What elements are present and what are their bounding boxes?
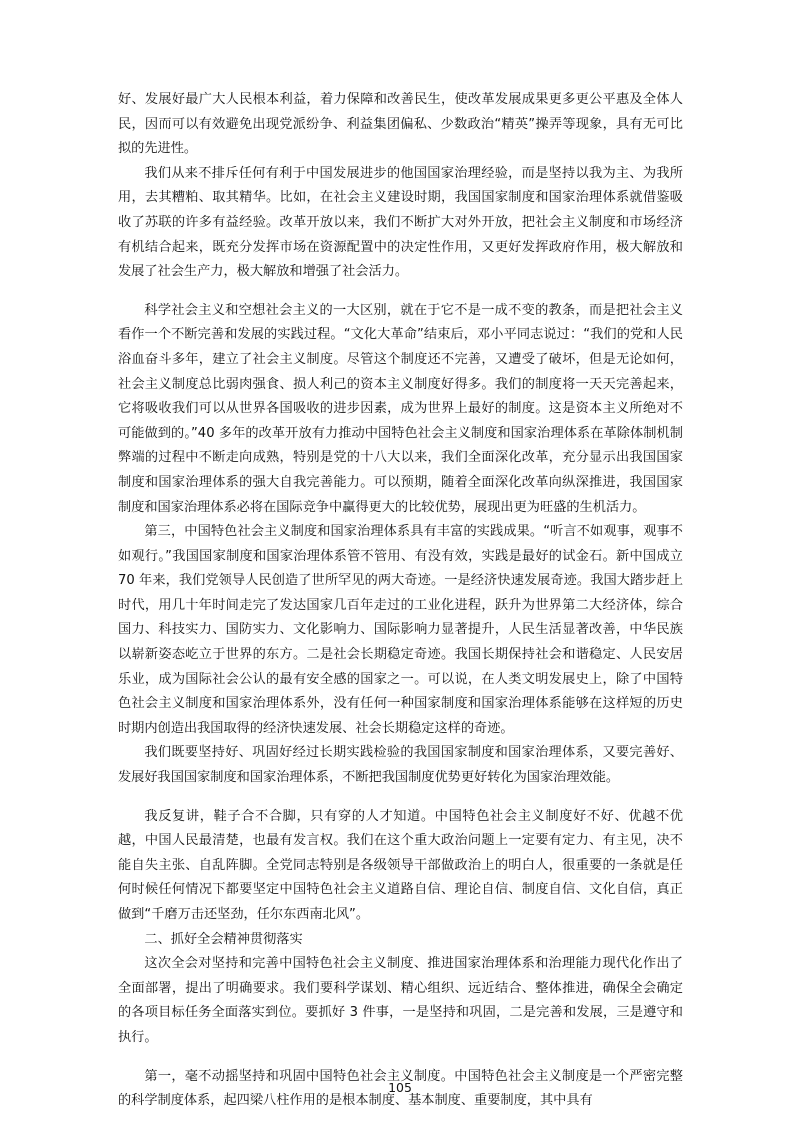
- paragraph-spacer: [118, 791, 683, 805]
- paragraph-spacer: [118, 285, 683, 299]
- document-text-body: [118, 88, 683, 1114]
- paragraph-spacer: [118, 1051, 683, 1065]
- paragraph: 我们既要坚持好、巩固好经过长期实践检验的我国国家制度和国家治理体系，又要完善好、发展好我国国家制度和国家治理体系，不断把我国制度优势更好转化为国家治理效能。: [118, 745, 683, 786]
- section-heading: 二、抓好全会精神贯彻落实: [144, 931, 303, 947]
- paragraph: 好、发展好最广大人民根本利益，着力保障和改善民生，使改革发展成果更多更公平惠及全体人民，因而可以有效避免出现党派纷争、利益集团偏私、少数政治“精英”操弄等现象，具有无可比拟的先进性。: [118, 92, 683, 157]
- paragraph: 我们从来不排斥任何有利于中国发展进步的他国国家治理经验，而是坚持以我为主、为我所用，去其糟粕、取其精华。比如，在社会主义建设时期，我国国家制度和国家治理体系就借鉴吸收了苏联的许多有益经验。改革开放以来，我们不断扩大对外开放，把社会主义制度和市场经济有机结合起来，既充分发挥市场在资源配置中的决定性作用，又更好发挥政府作用，极大解放和发展了社会生产力，极大解放和增强了社会活力。: [118, 165, 683, 280]
- paragraph: 第一，毫不动摇坚持和巩固中国特色社会主义制度。中国特色社会主义制度是一个严密完整的科学制度体系，起四梁八柱作用的是根本制度、基本制度、重要制度，其中具有: [118, 1068, 683, 1109]
- page-number: 105: [388, 1080, 412, 1095]
- paragraph: 这次全会对坚持和完善中国特色社会主义制度、推进国家治理体系和治理能力现代化作出了全面部署，提出了明确要求。我们要科学谋划、精心组织、远近结合、整体推进，确保全会确定的各项目标任务全面落实到位。要抓好 3 件事，一是坚持和巩固，二是完善和发展，三是遵守和执行。: [118, 956, 683, 1045]
- paragraph: 我反复讲，鞋子合不合脚，只有穿的人才知道。中国特色社会主义制度好不好、优越不优越，中国人民最清楚，也最有发言权。我们在这个重大政治问题上一定要有定力、有主见，决不能自失主张、自乱阵脚。全党同志特别是各级领导干部做政治上的明白人，很重要的一条就是任何时候任何情况下都要坚定中国特色社会主义道路自信、理论自信、制度自信、文化自信，真正做到“千磨万击还坚劲，任尔东西南北风”。: [118, 808, 683, 922]
- paragraph: 科学社会主义和空想社会主义的一大区别，就在于它不是一成不变的教条，而是把社会主义看作一个不断完善和发展的实践过程。“文化大革命”结束后，邓小平同志说过：“我们的党和人民浴血奋斗多年，建立了社会主义制度。尽管这个制度还不完善，又遭受了破坏，但是无论如何，社会主义制度总比弱肉强食、损人利己的资本主义制度好得多。我们的制度将一天天完善起来，它将吸收我们可以从世界各国吸收的进步因素，成为世界上最好的制度。这是资本主义所绝对不可能做到的。”40 多年的改革开放有力推动中国特色社会主义制度和国家治理体系在革除体制机制弊端的过程中不断走向成熟，特别是党的十八大以来，我们全面深化改革，充分显示出我国国家制度和国家治理体系的强大自我完善能力。可以预期，随着全面深化改革向纵深推进，我国国家制度和国家治理体系必将在国际竞争中赢得更大的比较优势，展现出更为旺盛的生机活力。: [118, 302, 683, 515]
- paragraph: 第三，中国特色社会主义制度和国家治理体系具有丰富的实践成果。“听言不如观事，观事不如观行。”我国国家制度和国家治理体系管不管用、有没有效，实践是最好的试金石。新中国成立 70 年来，我们党领导人民创造了世所罕见的两大奇迹。一是经济快速发展奇迹。我国大踏步赶上时代，用几十年时间走完了发达国家几百年走过的工业化进程，跃升为世界第二大经济体，综合国力、科技实力、国防实力、文化影响力、国际影响力显著提升，人民生活显著改善，中华民族以崭新姿态屹立于世界的东方。二是社会长期稳定奇迹。我国长期保持社会和谐稳定、人民安居乐业，成为国际社会公认的最有安全感的国家之一。可以说，在人类文明发展史上，除了中国特色社会主义制度和国家治理体系外，没有任何一种国家制度和国家治理体系能够在这样短的历史时期内创造出我国取得的经济快速发展、社会长期稳定这样的奇迹。: [118, 524, 683, 736]
